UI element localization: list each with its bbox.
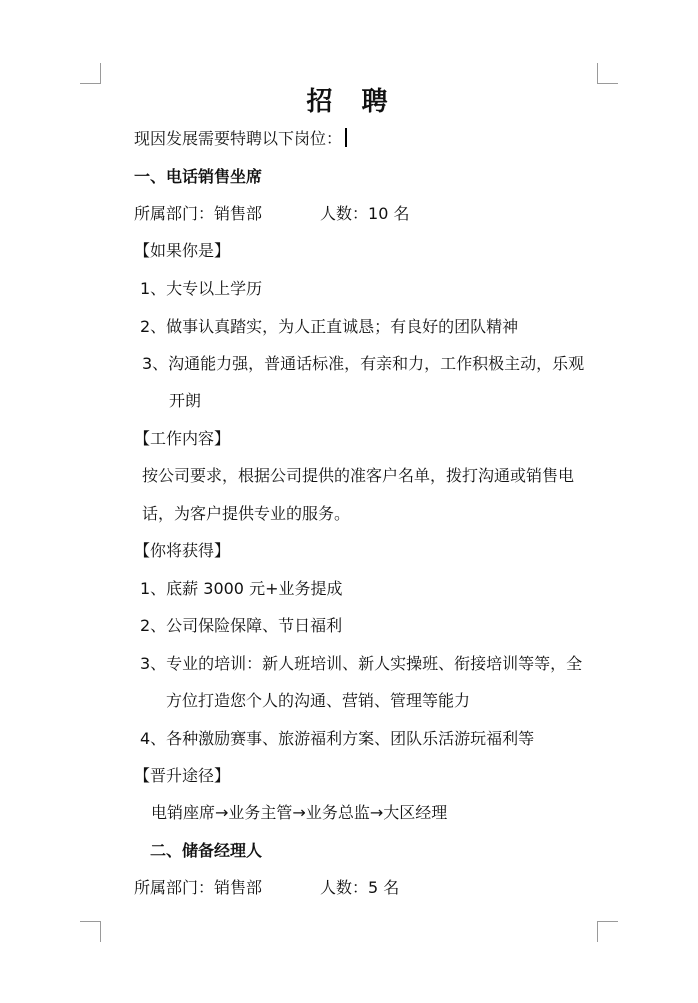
intro-text: 现因发展需要特聘以下岗位： — [134, 129, 343, 148]
benefit-item: 4、各种激励赛事、旅游福利方案、团队乐活游玩福利等 — [140, 729, 535, 748]
section1-count: 人数：10 名 — [320, 204, 410, 223]
benefit-item: 1、底薪 3000 元+业务提成 — [140, 579, 343, 598]
intro-line[interactable] — [134, 128, 347, 150]
requirement-item-cont: 开朗 — [169, 391, 202, 410]
benefit-item: 2、公司保险保障、节日福利 — [140, 616, 343, 635]
section2-count: 人数：5 名 — [320, 878, 400, 897]
section1-dept-row — [134, 203, 409, 225]
section2-heading: 二、储备经理人 — [150, 841, 263, 860]
requirement-item: 3、沟通能力强，普通话标准，有亲和力，工作积极主动，乐观 — [142, 354, 585, 373]
margin-corner-top-left — [80, 63, 101, 84]
benefit-item: 3、专业的培训：新人班培训、新人实操班、衔接培训等等，全 — [140, 654, 583, 673]
section1-heading: 一、电话销售坐席 — [134, 167, 263, 186]
margin-corner-bottom-left — [80, 921, 101, 942]
benefit-item-cont: 方位打造您个人的沟通、营销、管理等能力 — [166, 691, 471, 710]
margin-corner-top-right — [597, 63, 618, 84]
job-content-line: 按公司要求，根据公司提供的准客户名单，拨打沟通或销售电 — [142, 466, 575, 485]
job-content-line: 话，为客户提供专业的服务。 — [142, 504, 351, 523]
requirement-item: 2、做事认真踏实，为人正直诚恳；有良好的团队精神 — [140, 317, 519, 336]
promotion-heading: 【晋升途径】 — [134, 766, 231, 785]
page-title: 招 聘 — [306, 87, 398, 117]
requirement-item: 1、大专以上学历 — [140, 279, 263, 298]
if-you-are-heading: 【如果你是】 — [134, 241, 231, 260]
text-cursor — [345, 128, 347, 147]
you-get-heading: 【你将获得】 — [134, 541, 231, 560]
margin-corner-bottom-right — [597, 921, 618, 942]
promotion-path: 电销座席→业务主管→业务总监→大区经理 — [151, 803, 448, 822]
section2-dept: 所属部门：销售部 — [134, 878, 263, 897]
section1-dept: 所属部门：销售部 — [134, 204, 263, 223]
job-content-heading: 【工作内容】 — [134, 429, 231, 448]
section2-dept-row — [134, 877, 399, 899]
